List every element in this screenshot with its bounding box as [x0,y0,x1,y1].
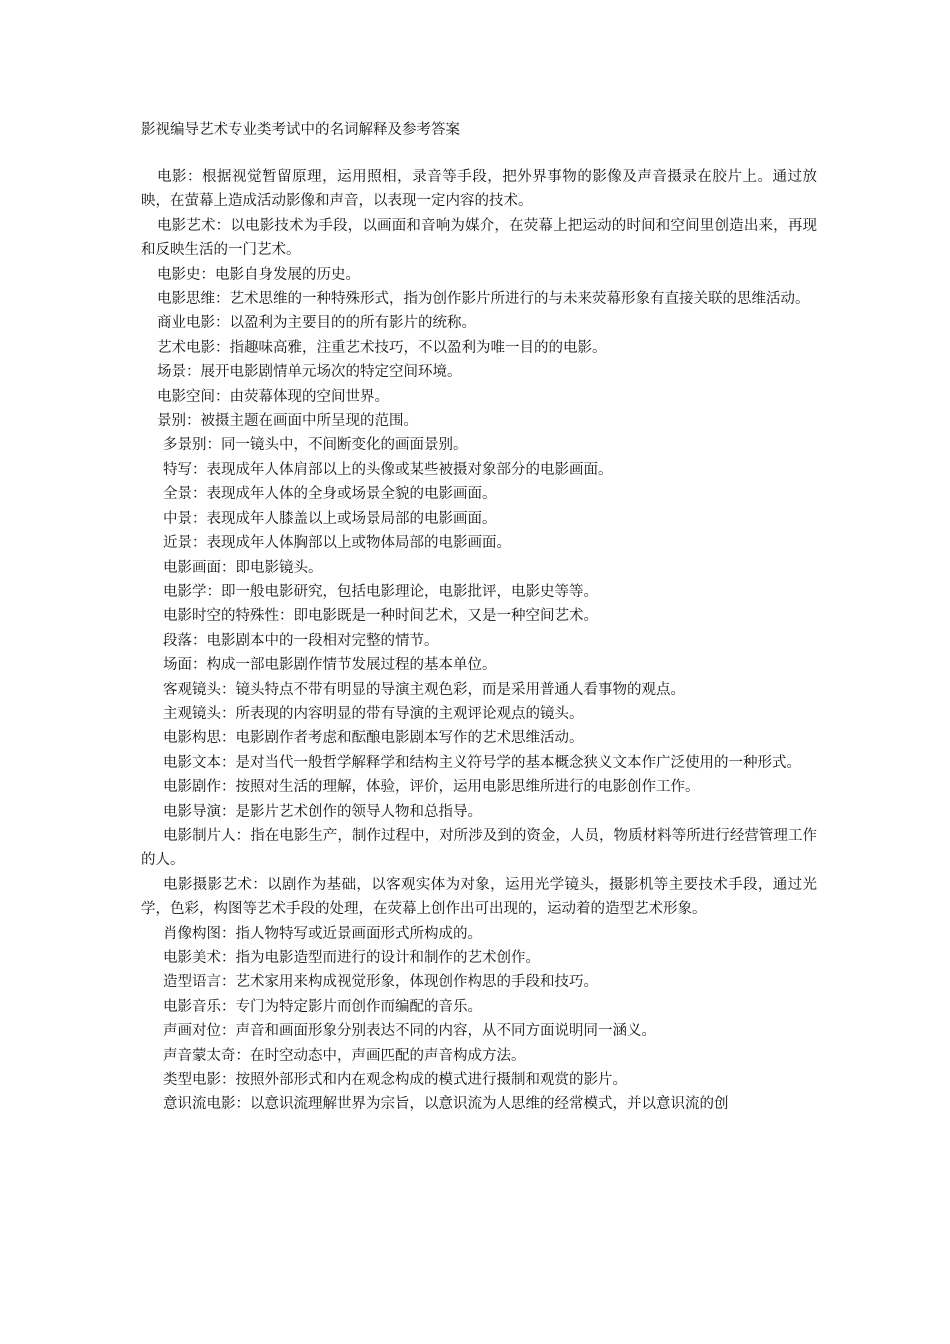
term-list [141,165,817,1117]
term-entry: 段落：电影剧本中的一段相对完整的情节。 [163,632,439,649]
term-entry: 商业电影：以盈利为主要目的的所有影片的统称。 [157,315,476,332]
term-entry: 电影画面：即电影镜头。 [163,559,323,576]
term-entry: 电影导演：是影片艺术创作的领导人物和总指导。 [163,803,482,820]
term-entry: 场面：构成一部电影剧作情节发展过程的基本单位。 [163,657,497,674]
term-entry: 电影空间：由荧幕体现的空间世界。 [157,388,389,405]
term-entry: 全景：表现成年人体的全身或场景全貌的电影画面。 [163,486,497,503]
term-entry: 电影思维：艺术思维的一种特殊形式，指为创作影片所进行的与未来荧幕形象有直接关联的思维活动。 [157,291,810,308]
term-entry: 类型电影：按照外部形式和内在观念构成的模式进行摄制和观赏的影片。 [163,1072,627,1089]
document-title: 影视编导艺术专业类考试中的名词解释及参考答案 [141,122,460,138]
term-entry: 电影美术：指为电影造型而进行的设计和制作的艺术创作。 [163,950,540,966]
term-entry: 声画对位：声音和画面形象分别表达不同的内容，从不同方面说明同一涵义。 [163,1023,656,1040]
term-entry: 造型语言：艺术家用来构成视觉形象，体现创作构思的手段和技巧。 [163,974,598,991]
term-entry: 中景：表现成年人膝盖以上或场景局部的电影画面。 [163,510,497,527]
term-entry: 电影剧作：按照对生活的理解，体验，评价，运用电影思维所进行的电影创作工作。 [163,779,700,796]
term-entry: 景别：被摄主题在画面中所呈现的范围。 [157,413,418,430]
term-entry: 电影史：电影自身发展的历史。 [157,266,360,283]
term-entry: 肖像构图：指人物特写或近景画面形式所构成的。 [163,925,482,942]
term-entry: 电影文本：是对当代一般哲学解释学和结构主义符号学的基本概念狭义文本作广泛使用的一种形式。 [163,754,801,771]
term-entry: 电影摄影艺术：以剧作为基础，以客观实体为对象，运用光学镜头，摄影机等主要技术手段，通过光学，色彩，构图等艺术手段的处理，在荧幕上创作出可出现的，运动着的造型艺术形象。 [141,876,817,918]
term-entry: 特写：表现成年人体肩部以上的头像或某些被摄对象部分的电影画面。 [163,461,613,478]
term-entry: 意识流电影：以意识流理解世界为宗旨，以意识流为人思维的经常模式，并以意识流的创 [163,1096,729,1113]
term-entry: 主观镜头：所表现的内容明显的带有导演的主观评论观点的镜头。 [163,705,584,722]
term-entry: 近景：表现成年人体胸部以上或物体局部的电影画面。 [163,535,511,552]
term-entry: 电影学：即一般电影研究，包括电影理论，电影批评，电影史等等。 [163,583,598,600]
term-entry: 电影时空的特殊性：即电影既是一种时间艺术，又是一种空间艺术。 [163,608,598,625]
term-entry: 电影：根据视觉暂留原理，运用照相，录音等手段，把外界事物的影像及声音摄录在胶片上。通过放映，在萤幕上造成活动影像和声音，以表现一定内容的技术。 [141,169,817,210]
term-entry: 多景别：同一镜头中，不间断变化的画面景别。 [163,437,468,454]
term-entry: 艺术电影：指趣味高雅，注重艺术技巧，不以盈利为唯一目的的电影。 [157,339,607,356]
term-entry: 声音蒙太奇：在时空动态中，声画匹配的声音构成方法。 [163,1047,526,1064]
term-entry: 客观镜头：镜头特点不带有明显的导演主观色彩，而是采用普通人看事物的观点。 [163,681,685,698]
term-entry: 电影制片人：指在电影生产，制作过程中，对所涉及到的资金，人员，物质材料等所进行经营管理工作的人。 [141,827,817,869]
term-entry: 电影音乐：专门为特定影片而创作而编配的音乐。 [163,998,482,1015]
term-entry: 电影构思：电影剧作者考虑和酝酿电影剧本写作的艺术思维活动。 [163,730,584,747]
term-entry: 电影艺术：以电影技术为手段，以画面和音响为媒介，在荧幕上把运动的时间和空间里创造出来，再现和反映生活的一门艺术。 [141,217,817,259]
term-entry: 场景：展开电影剧情单元场次的特定空间环境。 [157,364,462,381]
